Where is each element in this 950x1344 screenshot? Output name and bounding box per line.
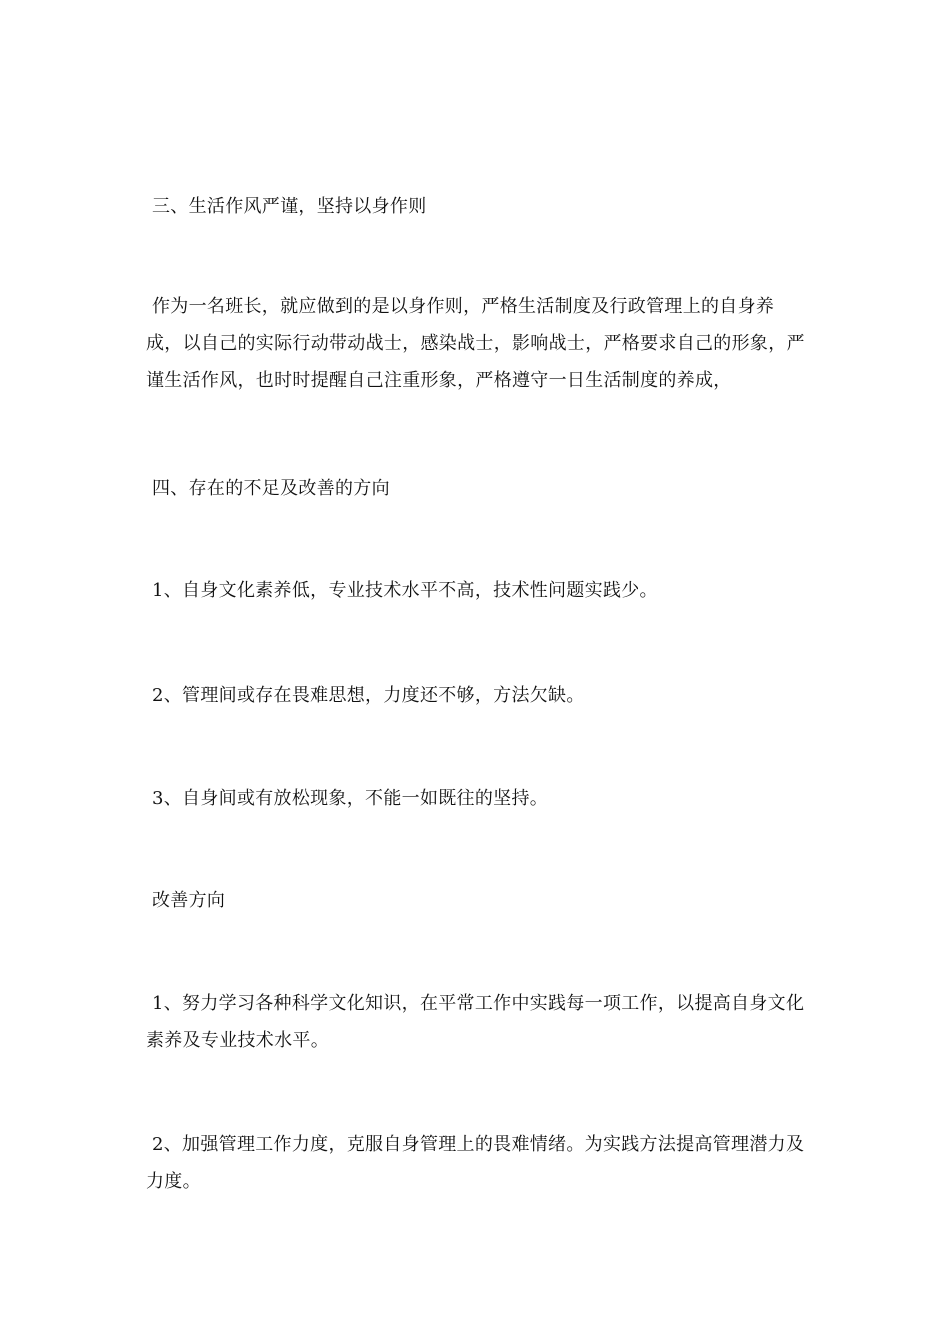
subheading-improvement: [146, 882, 806, 919]
body-paragraph-leadership-text: 作为一名班长，就应做到的是以身作则，严格生活制度及行政管理上的自身养成，以自己的实际行动带动战士，感染战士，影响战士，严格要求自己的形象，严谨生活作风，也时时提醒自己注重形象，严格遵守一日生活制度的养成，: [146, 296, 805, 391]
section-heading-3-text: 三、生活作风严谨，坚持以身作则: [152, 196, 427, 217]
list-item-shortcoming-2: [146, 677, 806, 714]
subheading-improvement-text: 改善方向: [152, 890, 226, 911]
section-heading-3: [146, 188, 806, 225]
section-heading-4-text: 四、存在的不足及改善的方向: [152, 478, 390, 499]
list-item-shortcoming-1: [146, 572, 806, 609]
list-item-shortcoming-1-text: 1、自身文化素养低，专业技术水平不高，技术性问题实践少。: [152, 580, 658, 601]
list-item-shortcoming-2-text: 2、管理间或存在畏难思想，力度还不够，方法欠缺。: [152, 685, 585, 706]
section-heading-4: [146, 470, 806, 507]
list-item-improvement-1-text: 1、努力学习各种科学文化知识，在平常工作中实践每一项工作，以提高自身文化素养及专业技术水平。: [146, 993, 805, 1051]
list-item-shortcoming-3-text: 3、自身间或有放松现象，不能一如既往的坚持。: [152, 788, 549, 809]
list-item-shortcoming-3: [146, 780, 806, 817]
list-item-improvement-2-text: 2、加强管理工作力度，克服自身管理上的畏难情绪。为实践方法提高管理潜力及力度。: [146, 1134, 805, 1192]
list-item-improvement-1: [146, 985, 806, 1059]
list-item-improvement-2: [146, 1126, 806, 1200]
body-paragraph-leadership: [146, 288, 806, 399]
